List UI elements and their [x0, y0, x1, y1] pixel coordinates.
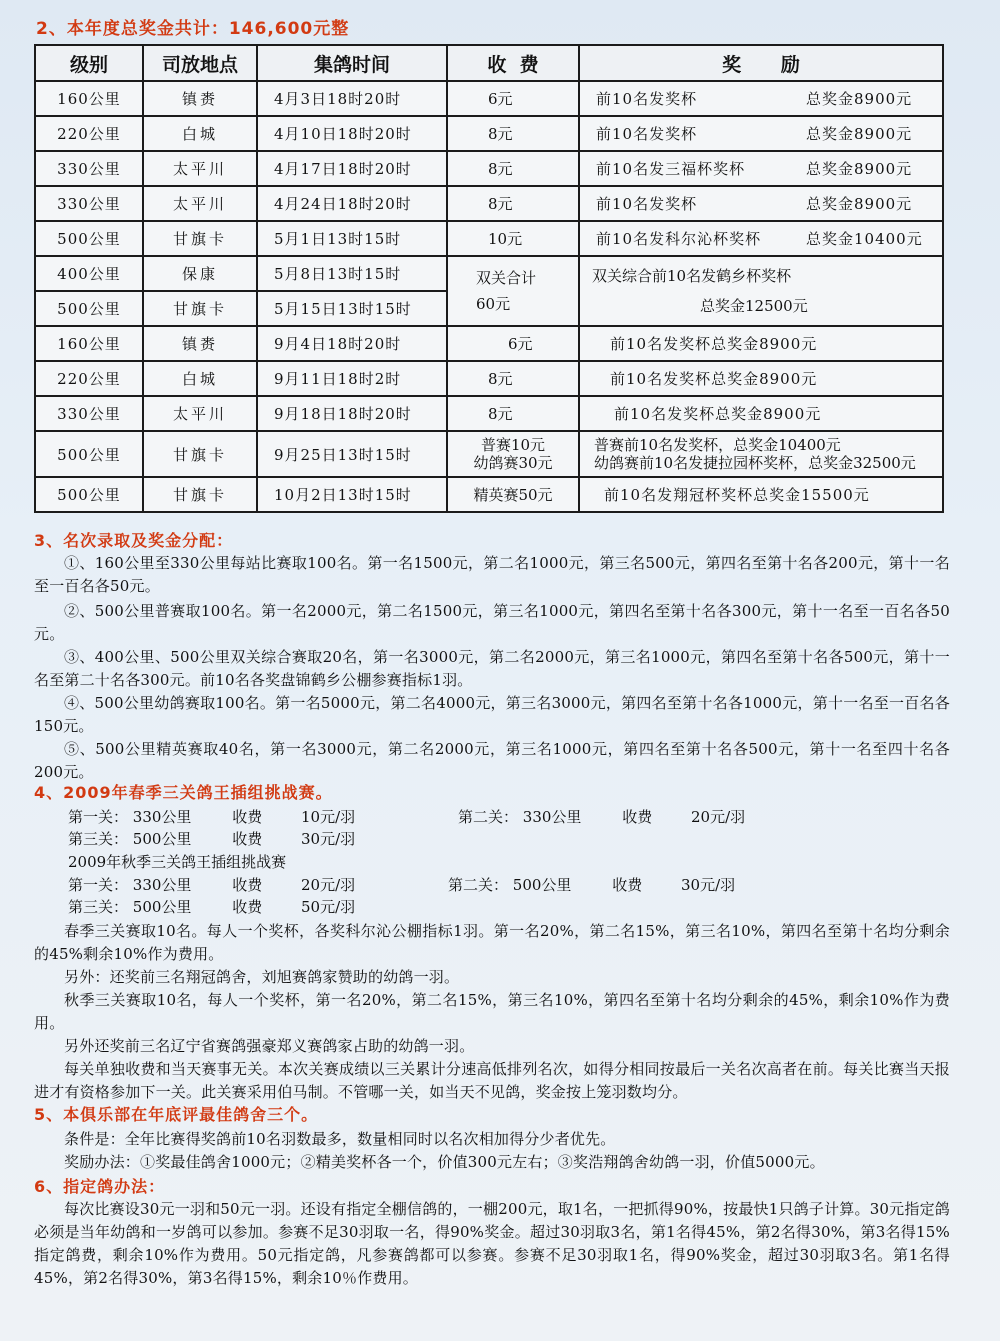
stage-fee: 50元/羽: [301, 898, 356, 916]
stage-distance: 330公里: [132, 808, 192, 826]
cell-level: 500公里: [35, 291, 143, 326]
stage-label: 第二关：: [458, 808, 519, 826]
autumn-stage-2: [448, 874, 735, 897]
cell-place: 甘旗卡: [143, 291, 257, 326]
table-row: [35, 116, 943, 151]
cell-place: 太平川: [143, 151, 257, 186]
cell-time: 9月18日18时20时: [257, 396, 447, 431]
stage-fee: 20元/羽: [301, 876, 356, 894]
table-row: [35, 221, 943, 256]
cell-fee-split: [447, 431, 579, 477]
stage-fee: 30元/羽: [301, 830, 356, 848]
cell-level: 400公里: [35, 256, 143, 291]
table-row: [35, 256, 943, 291]
stage-distance: 330公里: [522, 808, 582, 826]
cell-place: 镇赉: [143, 326, 257, 361]
reward-text: 前10名发奖杯: [596, 125, 698, 143]
cell-reward: [579, 186, 943, 221]
reward-general: 普赛前10名发奖杯，总奖金10400元: [594, 436, 841, 454]
cell-fee: 6元: [447, 81, 579, 116]
cell-level: 330公里: [35, 186, 143, 221]
stage-fee-label: 收费: [612, 876, 643, 894]
cell-level: 160公里: [35, 81, 143, 116]
cell-place: 白城: [143, 116, 257, 151]
merged-reward-line-1: 双关综合前10名发鹤乡杯奖杯: [592, 267, 792, 285]
table-row: [35, 81, 943, 116]
table-row: [35, 186, 943, 221]
sec4-para-1: 春季三关赛取10名。每人一个奖杯，各奖科尔沁公棚指标1羽。第一名20%，第二名15%，第三名10%，第四名至第十名均分剩余的45%剩余10%作为费用。: [34, 922, 950, 963]
cell-level: 220公里: [35, 116, 143, 151]
cell-level: 500公里: [35, 477, 143, 512]
cell-reward-split: [579, 431, 943, 477]
cell-reward: [579, 221, 943, 256]
stage-fee: 20元/羽: [691, 808, 746, 826]
spring-stage-2: [458, 806, 745, 829]
cell-time: 4月17日18时20时: [257, 151, 447, 186]
cell-level: 330公里: [35, 151, 143, 186]
stage-label: 第二关：: [448, 876, 509, 894]
sec4-para-3: 秋季三关赛取10名，每人一个奖杯，第一名20%，第二名15%，第三名10%，第四名至第十名均分剩余的45%，剩余10%作为费用。: [34, 991, 950, 1032]
stage-fee-label: 收费: [232, 898, 263, 916]
table-row: [35, 326, 943, 361]
cell-place: 甘旗卡: [143, 477, 257, 512]
cell-place: 太平川: [143, 186, 257, 221]
cell-reward: [579, 81, 943, 116]
fee-general: 普赛10元: [480, 436, 546, 454]
cell-time: 4月10日18时20时: [257, 116, 447, 151]
cell-reward-merged: [579, 256, 943, 326]
table-row: [35, 361, 943, 396]
section-6-title: 6、指定鸽办法：: [34, 1177, 166, 1196]
cell-fee: 10元: [447, 221, 579, 256]
cell-level: 500公里: [35, 221, 143, 256]
reward-text: 前10名发科尔沁杯奖杯: [596, 230, 762, 248]
spring-stage-3: [68, 828, 355, 851]
cell-reward: 前10名发奖杯总奖金8900元: [579, 361, 943, 396]
merged-reward-line-2: 总奖金12500元: [700, 297, 808, 315]
cell-reward: [579, 116, 943, 151]
stage-fee-label: 收费: [232, 808, 263, 826]
reward-total: 总奖金8900元: [806, 195, 913, 213]
reward-text: 前10名发奖杯: [596, 195, 698, 213]
sec4-para-2: 另外：还奖前三名翔冠鸽舍，刘旭赛鸽家赞助的幼鸽一羽。: [64, 968, 460, 986]
cell-time: 4月3日18时20时: [257, 81, 447, 116]
fee-young: 幼鸽赛30元: [473, 454, 553, 472]
table-row: [35, 151, 943, 186]
section-3-title: 3、名次录取及奖金分配：: [34, 531, 234, 550]
cell-place: 甘旗卡: [143, 431, 257, 477]
cell-fee-merged: [447, 256, 579, 326]
cell-reward: 前10名发翔冠杯奖杯总奖金15500元: [579, 477, 943, 512]
reward-young: 幼鸽赛前10名发捷拉园杯奖杯，总奖金32500元: [594, 454, 916, 472]
stage-label: 第一关：: [68, 876, 129, 894]
sec4-para-4: 另外还奖前三名辽宁省赛鸽强豪郑义赛鸽家占助的幼鸽一羽。: [64, 1037, 475, 1055]
reward-text: 前10名发三福杯奖杯: [596, 160, 746, 178]
stage-fee-label: 收费: [232, 830, 263, 848]
cell-time: 9月25日13时15时: [257, 431, 447, 477]
cell-reward: 前10名发奖杯总奖金8900元: [579, 326, 943, 361]
merged-fee-line-1: 双关合计: [476, 269, 537, 287]
table-row: [35, 431, 943, 477]
autumn-stage-3: [68, 896, 355, 919]
cell-time: 9月4日18时20时: [257, 326, 447, 361]
reward-total: 总奖金10400元: [806, 230, 923, 248]
stage-distance: 500公里: [512, 876, 572, 894]
sec3-item-1: ①、160公里至330公里每站比赛取100名。第一名1500元，第二名1000元，第三名500元，第四名至第十名各200元，第十一名至一百名各50元。: [34, 554, 950, 595]
stage-distance: 330公里: [132, 876, 192, 894]
reward-total: 总奖金8900元: [806, 160, 913, 178]
cell-fee: 8元: [447, 361, 579, 396]
sec5-condition: 条件是：全年比赛得奖鸽前10名羽数最多，数量相同时以名次相加得分少者优先。: [64, 1130, 616, 1148]
reward-total: 总奖金8900元: [806, 125, 913, 143]
section-2-title: 2、本年度总奖金共计：146,600元整: [36, 19, 350, 39]
stage-distance: 500公里: [132, 830, 192, 848]
spring-stage-1: [68, 806, 355, 829]
header-reward: 奖 励: [579, 45, 943, 81]
stage-label: 第三关：: [68, 898, 129, 916]
stage-fee-label: 收费: [622, 808, 653, 826]
cell-reward: 前10名发奖杯总奖金8900元: [579, 396, 943, 431]
stage-distance: 500公里: [132, 898, 192, 916]
header-level: 级别: [35, 45, 143, 81]
cell-fee: 6元: [447, 326, 579, 361]
table-row: [35, 396, 943, 431]
stage-fee: 10元/羽: [301, 808, 356, 826]
cell-place: 白城: [143, 361, 257, 396]
sec3-item-5: ⑤、500公里精英赛取40名，第一名3000元，第二名2000元，第三名1000元，第四名至第十名各500元，第十一名至四十名各200元。: [34, 740, 950, 781]
prize-table: [34, 44, 944, 513]
header-place: 司放地点: [143, 45, 257, 81]
sec4-para-5: 每关单独收费和当天赛事无关。本次关赛成绩以三关累计分速高低排列名次，如得分相同按最后一关名次高者在前。每关比赛当天报进才有资格参加下一关。此关赛采用伯马制。不管哪一关，如当天不见鸽，奖金按上笼羽数均分。: [34, 1060, 950, 1101]
cell-fee: 8元: [447, 116, 579, 151]
stage-label: 第三关：: [68, 830, 129, 848]
stage-fee: 30元/羽: [681, 876, 736, 894]
stage-label: 第一关：: [68, 808, 129, 826]
cell-place: 镇赉: [143, 81, 257, 116]
cell-fee: 8元: [447, 186, 579, 221]
cell-reward: [579, 151, 943, 186]
autumn-stage-1: [68, 874, 355, 897]
reward-text: 前10名发奖杯: [596, 90, 698, 108]
table-header-row: [35, 45, 943, 81]
cell-level: 500公里: [35, 431, 143, 477]
section-5-title: 5、本俱乐部在年底评最佳鸽舍三个。: [34, 1105, 319, 1124]
sec6-para: 每次比赛设30元一羽和50元一羽。还设有指定全棚信鸽的，一棚200元，取1名，一把抓得90%，按最快1只鸽子计算。30元指定鸽必须是当年幼鸽和一岁鸽可以参加。参赛不足30羽取一名，得90%奖金。超过30羽取3名，第1名得45%，第2名得30%，第3名得15%指定鸽费，剩余10%作为费用。50元指定鸽，凡参赛鸽都可以参赛。参赛不足30羽取1名，得90%奖金，超过30羽取3名。第1名得45%，第2名得30%，第3名得15%，剩余10％作费用。: [34, 1200, 950, 1287]
sec3-item-2: ②、500公里普赛取100名。第一名2000元，第二名1500元，第三名1000元，第四名至第十名各300元，第十一名至一百名各50元。: [34, 602, 950, 643]
cell-level: 330公里: [35, 396, 143, 431]
cell-time: 9月11日18时2时: [257, 361, 447, 396]
cell-time: 5月8日13时15时: [257, 256, 447, 291]
sec3-item-3: ③、400公里、500公里双关综合赛取20名，第一名3000元，第二名2000元，第三名1000元，第四名至第十名各500元，第十一名至第二十名各300元。前10名各奖盘锦鹤乡公棚参赛指标1羽。: [34, 648, 950, 689]
cell-level: 220公里: [35, 361, 143, 396]
cell-place: 太平川: [143, 396, 257, 431]
sec3-item-4: ④、500公里幼鸽赛取100名。第一名5000元，第二名4000元，第三名3000元，第四名至第十名各1000元，第十一名至一百名各150元。: [34, 694, 950, 735]
header-fee: 收 费: [447, 45, 579, 81]
sec5-award: 奖励办法：①奖最佳鸽舍1000元；②精美奖杯各一个，价值300元左右；③奖浩翔鸽舍幼鸽一羽，价值5000元。: [64, 1153, 825, 1171]
reward-total: 总奖金8900元: [806, 90, 913, 108]
cell-level: 160公里: [35, 326, 143, 361]
cell-time: 5月15日13时15时: [257, 291, 447, 326]
merged-fee-line-2: 60元: [476, 295, 511, 313]
table-row: [35, 477, 943, 512]
cell-fee: 8元: [447, 151, 579, 186]
cell-time: 10月2日13时15时: [257, 477, 447, 512]
cell-time: 4月24日18时20时: [257, 186, 447, 221]
cell-fee: 精英赛50元: [447, 477, 579, 512]
autumn-title: 2009年秋季三关鸽王插组挑战赛: [68, 853, 287, 871]
stage-fee-label: 收费: [232, 876, 263, 894]
header-time: 集鸽时间: [257, 45, 447, 81]
cell-place: 保康: [143, 256, 257, 291]
cell-place: 甘旗卡: [143, 221, 257, 256]
section-4-title: 4、2009年春季三关鸽王插组挑战赛。: [34, 783, 333, 802]
cell-fee: 8元: [447, 396, 579, 431]
cell-time: 5月1日13时15时: [257, 221, 447, 256]
